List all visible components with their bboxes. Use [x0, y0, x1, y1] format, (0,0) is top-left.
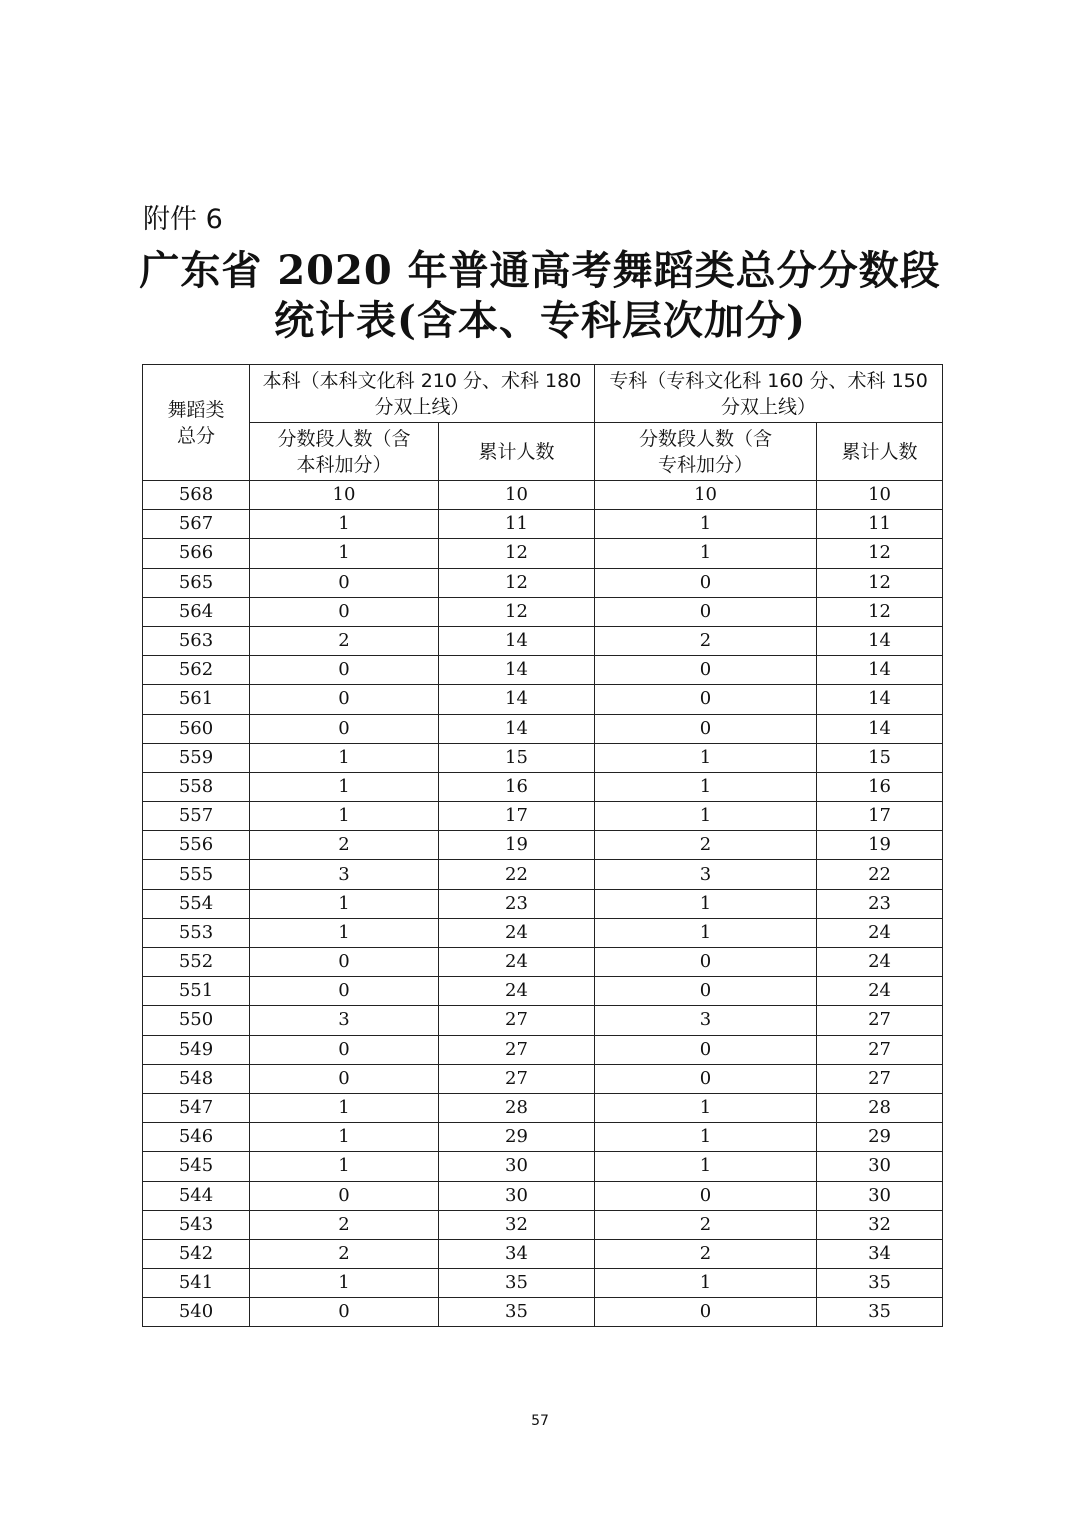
score-cell: 567	[143, 510, 250, 539]
segment-count-zhuanke-cell: 0	[595, 948, 817, 977]
segment-count-zhuanke-cell: 1	[595, 1123, 817, 1152]
segment-count-benke-cell: 2	[250, 626, 439, 655]
cumulative-benke-cell: 27	[439, 1064, 595, 1093]
score-cell: 541	[143, 1269, 250, 1298]
segment-count-zhuanke-cell: 0	[595, 714, 817, 743]
document-title-line-1: 广东省 2020 年普通高考舞蹈类总分分数段	[139, 247, 941, 294]
segment-count-zhuanke-cell: 1	[595, 772, 817, 801]
segment-count-zhuanke-cell: 2	[595, 1210, 817, 1239]
segment-count-benke-cell: 1	[250, 1269, 439, 1298]
score-cell: 552	[143, 948, 250, 977]
table-row	[143, 802, 943, 831]
cumulative-benke-cell: 22	[439, 860, 595, 889]
segment-count-benke-cell: 3	[250, 1006, 439, 1035]
cumulative-benke-cell: 23	[439, 889, 595, 918]
cumulative-benke-cell: 34	[439, 1239, 595, 1268]
table-row	[143, 539, 943, 568]
header-segment-count-zhuanke: 分数段人数（含专科加分）	[595, 423, 817, 481]
segment-count-zhuanke-cell: 1	[595, 510, 817, 539]
score-cell: 566	[143, 539, 250, 568]
table-row	[143, 1210, 943, 1239]
table-row	[143, 1123, 943, 1152]
document-title-line-2: 统计表(含本、专科层次加分)	[274, 297, 806, 344]
table-row	[143, 1239, 943, 1268]
cumulative-zhuanke-cell: 19	[817, 831, 943, 860]
table-row	[143, 918, 943, 947]
score-distribution-table	[142, 364, 943, 1327]
score-cell: 548	[143, 1064, 250, 1093]
score-cell: 562	[143, 656, 250, 685]
cumulative-zhuanke-cell: 28	[817, 1093, 943, 1122]
score-cell: 559	[143, 743, 250, 772]
table-row	[143, 685, 943, 714]
segment-count-zhuanke-cell: 0	[595, 597, 817, 626]
segment-count-benke-cell: 0	[250, 977, 439, 1006]
cumulative-zhuanke-cell: 16	[817, 772, 943, 801]
cumulative-zhuanke-cell: 15	[817, 743, 943, 772]
cumulative-benke-cell: 14	[439, 626, 595, 655]
score-cell: 545	[143, 1152, 250, 1181]
header-dance-total-score: 舞蹈类总分	[143, 365, 250, 481]
cumulative-zhuanke-cell: 11	[817, 510, 943, 539]
cumulative-benke-cell: 24	[439, 977, 595, 1006]
score-cell: 556	[143, 831, 250, 860]
score-cell: 564	[143, 597, 250, 626]
score-cell: 549	[143, 1035, 250, 1064]
segment-count-zhuanke-cell: 1	[595, 1269, 817, 1298]
segment-count-zhuanke-cell: 0	[595, 1035, 817, 1064]
segment-count-zhuanke-cell: 3	[595, 860, 817, 889]
cumulative-zhuanke-cell: 32	[817, 1210, 943, 1239]
segment-count-zhuanke-cell: 0	[595, 1298, 817, 1327]
segment-count-zhuanke-cell: 0	[595, 568, 817, 597]
segment-count-benke-cell: 0	[250, 1181, 439, 1210]
score-cell: 558	[143, 772, 250, 801]
table-row	[143, 860, 943, 889]
segment-count-zhuanke-cell: 1	[595, 889, 817, 918]
cumulative-benke-cell: 15	[439, 743, 595, 772]
cumulative-benke-cell: 35	[439, 1298, 595, 1327]
segment-count-zhuanke-cell: 0	[595, 1181, 817, 1210]
cumulative-zhuanke-cell: 34	[817, 1239, 943, 1268]
table-row	[143, 831, 943, 860]
table-row	[143, 1269, 943, 1298]
segment-count-zhuanke-cell: 1	[595, 539, 817, 568]
table-row	[143, 1064, 943, 1093]
segment-count-zhuanke-cell: 1	[595, 802, 817, 831]
table-row	[143, 948, 943, 977]
cumulative-zhuanke-cell: 22	[817, 860, 943, 889]
score-cell: 560	[143, 714, 250, 743]
segment-count-zhuanke-cell: 2	[595, 626, 817, 655]
segment-count-benke-cell: 0	[250, 568, 439, 597]
segment-count-zhuanke-cell: 2	[595, 1239, 817, 1268]
cumulative-zhuanke-cell: 14	[817, 685, 943, 714]
score-cell: 551	[143, 977, 250, 1006]
cumulative-benke-cell: 12	[439, 539, 595, 568]
table-row	[143, 1152, 943, 1181]
cumulative-benke-cell: 30	[439, 1152, 595, 1181]
cumulative-benke-cell: 27	[439, 1006, 595, 1035]
cumulative-zhuanke-cell: 30	[817, 1181, 943, 1210]
cumulative-zhuanke-cell: 12	[817, 568, 943, 597]
table-row	[143, 1298, 943, 1327]
cumulative-zhuanke-cell: 24	[817, 948, 943, 977]
cumulative-zhuanke-cell: 30	[817, 1152, 943, 1181]
table-row	[143, 889, 943, 918]
segment-count-benke-cell: 1	[250, 772, 439, 801]
cumulative-benke-cell: 14	[439, 656, 595, 685]
score-cell: 553	[143, 918, 250, 947]
score-cell: 543	[143, 1210, 250, 1239]
table-row	[143, 1006, 943, 1035]
score-cell: 550	[143, 1006, 250, 1035]
segment-count-benke-cell: 0	[250, 597, 439, 626]
header-group-zhuanke: 专科（专科文化科 160 分、术科 150 分双上线）	[595, 365, 943, 423]
segment-count-benke-cell: 1	[250, 802, 439, 831]
cumulative-zhuanke-cell: 17	[817, 802, 943, 831]
score-cell: 546	[143, 1123, 250, 1152]
segment-count-benke-cell: 0	[250, 714, 439, 743]
table-row	[143, 1035, 943, 1064]
table-row	[143, 772, 943, 801]
table-row	[143, 714, 943, 743]
segment-count-benke-cell: 0	[250, 948, 439, 977]
segment-count-benke-cell: 1	[250, 510, 439, 539]
cumulative-benke-cell: 11	[439, 510, 595, 539]
cumulative-zhuanke-cell: 27	[817, 1064, 943, 1093]
table-row	[143, 481, 943, 510]
cumulative-zhuanke-cell: 23	[817, 889, 943, 918]
cumulative-zhuanke-cell: 35	[817, 1269, 943, 1298]
score-cell: 565	[143, 568, 250, 597]
cumulative-benke-cell: 12	[439, 568, 595, 597]
score-cell: 554	[143, 889, 250, 918]
segment-count-benke-cell: 1	[250, 539, 439, 568]
segment-count-benke-cell: 3	[250, 860, 439, 889]
cumulative-zhuanke-cell: 14	[817, 714, 943, 743]
segment-count-benke-cell: 0	[250, 1035, 439, 1064]
header-cumulative-zhuanke: 累计人数	[817, 423, 943, 481]
cumulative-benke-cell: 35	[439, 1269, 595, 1298]
cumulative-zhuanke-cell: 35	[817, 1298, 943, 1327]
score-cell: 544	[143, 1181, 250, 1210]
segment-count-benke-cell: 2	[250, 1210, 439, 1239]
segment-count-benke-cell: 0	[250, 1298, 439, 1327]
segment-count-benke-cell: 1	[250, 743, 439, 772]
cumulative-zhuanke-cell: 12	[817, 539, 943, 568]
cumulative-benke-cell: 19	[439, 831, 595, 860]
cumulative-zhuanke-cell: 27	[817, 1035, 943, 1064]
segment-count-zhuanke-cell: 2	[595, 831, 817, 860]
score-cell: 540	[143, 1298, 250, 1327]
header-cumulative-benke: 累计人数	[439, 423, 595, 481]
cumulative-benke-cell: 14	[439, 714, 595, 743]
segment-count-zhuanke-cell: 10	[595, 481, 817, 510]
score-cell: 563	[143, 626, 250, 655]
table-row	[143, 1181, 943, 1210]
table-row	[143, 743, 943, 772]
cumulative-benke-cell: 32	[439, 1210, 595, 1239]
segment-count-benke-cell: 1	[250, 1093, 439, 1122]
score-cell: 547	[143, 1093, 250, 1122]
table-row	[143, 510, 943, 539]
cumulative-benke-cell: 16	[439, 772, 595, 801]
segment-count-zhuanke-cell: 3	[595, 1006, 817, 1035]
cumulative-zhuanke-cell: 24	[817, 918, 943, 947]
segment-count-benke-cell: 0	[250, 656, 439, 685]
segment-count-zhuanke-cell: 1	[595, 1152, 817, 1181]
table-row	[143, 568, 943, 597]
cumulative-zhuanke-cell: 14	[817, 626, 943, 655]
cumulative-zhuanke-cell: 12	[817, 597, 943, 626]
cumulative-benke-cell: 17	[439, 802, 595, 831]
segment-count-benke-cell: 10	[250, 481, 439, 510]
segment-count-zhuanke-cell: 1	[595, 918, 817, 947]
cumulative-benke-cell: 24	[439, 948, 595, 977]
header-segment-count-benke: 分数段人数（含本科加分）	[250, 423, 439, 481]
segment-count-zhuanke-cell: 0	[595, 685, 817, 714]
score-cell: 542	[143, 1239, 250, 1268]
segment-count-zhuanke-cell: 0	[595, 656, 817, 685]
cumulative-zhuanke-cell: 10	[817, 481, 943, 510]
table-row	[143, 597, 943, 626]
table-row	[143, 626, 943, 655]
header-group-benke: 本科（本科文化科 210 分、术科 180 分双上线）	[250, 365, 595, 423]
segment-count-zhuanke-cell: 0	[595, 1064, 817, 1093]
table-row	[143, 1093, 943, 1122]
score-cell: 568	[143, 481, 250, 510]
cumulative-benke-cell: 29	[439, 1123, 595, 1152]
page-number: 57	[531, 1413, 549, 1429]
cumulative-benke-cell: 12	[439, 597, 595, 626]
cumulative-benke-cell: 28	[439, 1093, 595, 1122]
segment-count-benke-cell: 1	[250, 1152, 439, 1181]
segment-count-zhuanke-cell: 1	[595, 1093, 817, 1122]
cumulative-zhuanke-cell: 29	[817, 1123, 943, 1152]
cumulative-benke-cell: 14	[439, 685, 595, 714]
cumulative-benke-cell: 24	[439, 918, 595, 947]
score-cell: 557	[143, 802, 250, 831]
segment-count-benke-cell: 1	[250, 918, 439, 947]
table-body	[143, 481, 943, 1327]
segment-count-zhuanke-cell: 0	[595, 977, 817, 1006]
attachment-label: 附件 6	[143, 204, 223, 235]
cumulative-benke-cell: 27	[439, 1035, 595, 1064]
segment-count-benke-cell: 1	[250, 1123, 439, 1152]
cumulative-zhuanke-cell: 24	[817, 977, 943, 1006]
segment-count-zhuanke-cell: 1	[595, 743, 817, 772]
cumulative-zhuanke-cell: 27	[817, 1006, 943, 1035]
score-cell: 555	[143, 860, 250, 889]
segment-count-benke-cell: 0	[250, 685, 439, 714]
score-cell: 561	[143, 685, 250, 714]
table-row	[143, 977, 943, 1006]
segment-count-benke-cell: 1	[250, 889, 439, 918]
segment-count-benke-cell: 0	[250, 1064, 439, 1093]
cumulative-benke-cell: 10	[439, 481, 595, 510]
table-row	[143, 656, 943, 685]
segment-count-benke-cell: 2	[250, 1239, 439, 1268]
cumulative-benke-cell: 30	[439, 1181, 595, 1210]
cumulative-zhuanke-cell: 14	[817, 656, 943, 685]
segment-count-benke-cell: 2	[250, 831, 439, 860]
